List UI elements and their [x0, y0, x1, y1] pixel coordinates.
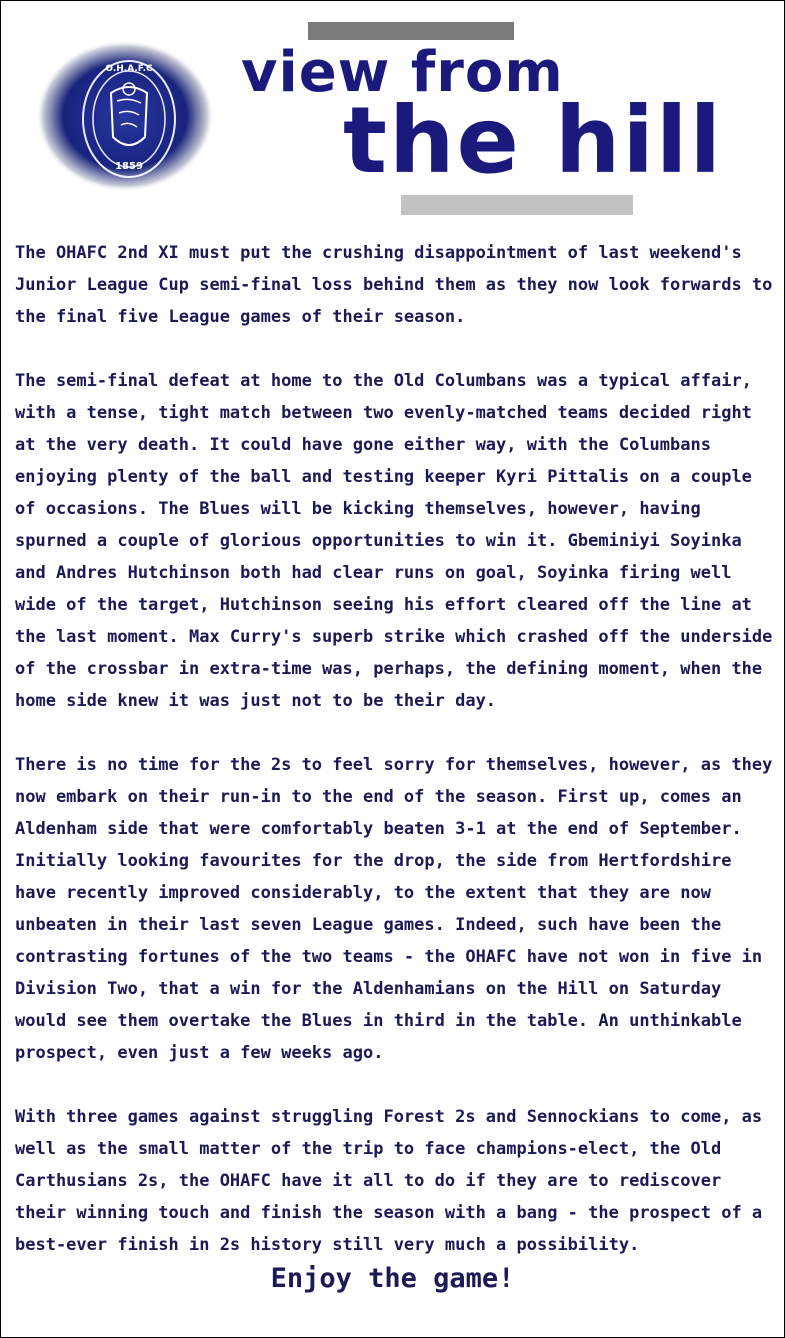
decorative-bar-bottom: [401, 195, 633, 215]
svg-text:O.H.A.F.C: O.H.A.F.C: [105, 64, 153, 74]
svg-text:1859: 1859: [115, 161, 143, 172]
decorative-bar-top: [308, 22, 514, 40]
article-paragraph: There is no time for the 2s to feel sorry for themselves, however, as they now embark on their run-in to the end of the season. First up, comes an Aldenham side that were comfortably beaten 3-1 at the end of September. Initially looking favourites for the drop, the side from Hertfordshire have recently improved considerably, to the extent that they are now unbeaten in their last seven League games. Indeed, such have been the contrasting fortunes of the two teams - the OHAFC have not won in five in Division Two, that a win for the Aldenhamians on the Hill on Saturday would see them overtake the Blues in third in the table. An unthinkable prospect, even just a few weeks ago.: [15, 755, 773, 1063]
article-body: [15, 237, 777, 1293]
header: [1, 1, 784, 231]
title-line-view-from: view from: [241, 40, 564, 105]
club-crest-badge-icon: [37, 41, 213, 191]
article-paragraph: With three games against struggling Forest 2s and Sennockians to come, as well as the small matter of the trip to face champions-elect, the Old Carthusians 2s, the OHAFC have it all to do if they are to rediscover their winning touch and finish the season with a bang - the prospect of a best-ever finish in 2s history still very much a possibility.: [15, 1107, 763, 1255]
signoff-text: Enjoy the game!: [270, 1263, 515, 1294]
title-line-the-hill: the hill: [343, 87, 724, 194]
article-paragraph: The OHAFC 2nd XI must put the crushing disappointment of last weekend's Junior League Cup semi-final loss behind them as they now look forwards to the final five League games of their season.: [15, 243, 773, 327]
article-paragraph: The semi-final defeat at home to the Old Columbans was a typical affair, with a tense, tight match between two evenly-matched teams decided right at the very death. It could have gone either way, with the Columbans enjoying plenty of the ball and testing keeper Kyri Pittalis on a couple of occasions. The Blues will be kicking themselves, however, having spurned a couple of glorious opportunities to win it. Gbeminiyi Soyinka and Andres Hutchinson both had clear runs on goal, Soyinka firing well wide of the target, Hutchinson seeing his effort cleared off the line at the last moment. Max Curry's superb strike which crashed off the underside of the crossbar in extra-time was, perhaps, the defining moment, when the home side knew it was just not to be their day.: [15, 371, 773, 711]
